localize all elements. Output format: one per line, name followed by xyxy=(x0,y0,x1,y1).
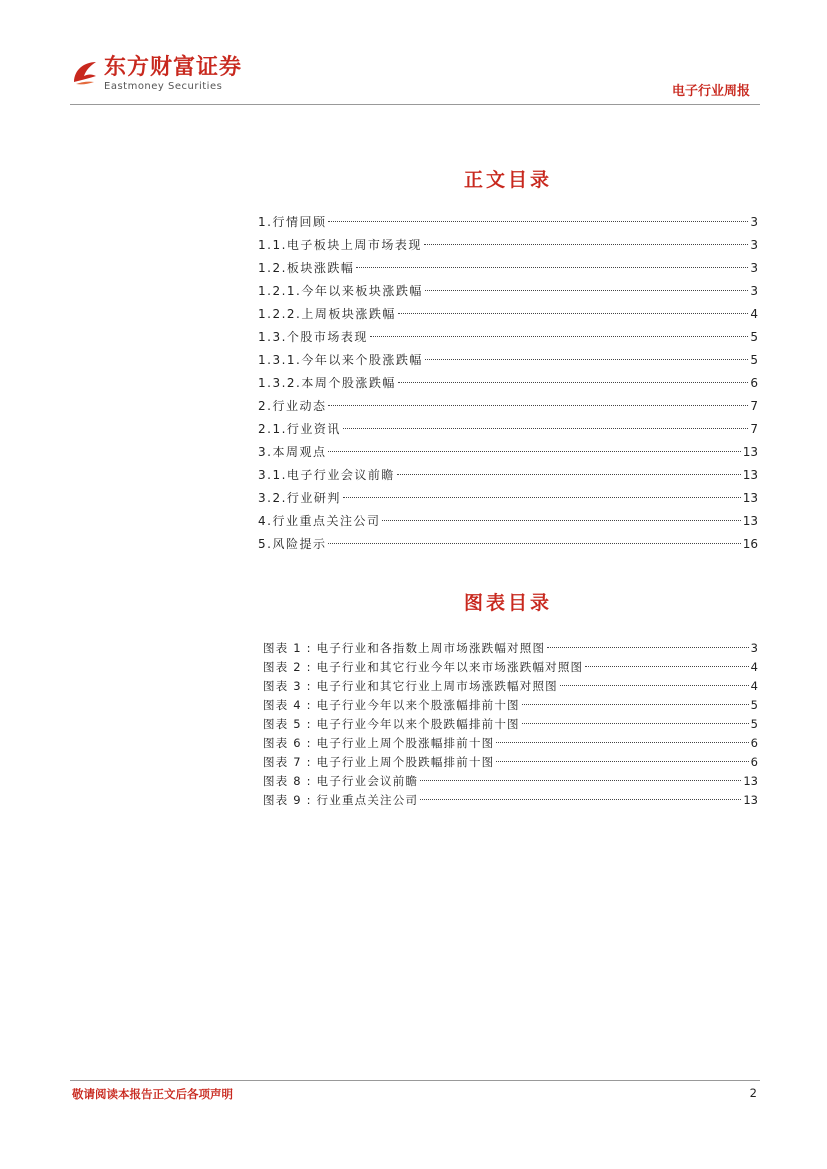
leader-dots xyxy=(328,221,748,222)
toc-entry-page: 13 xyxy=(742,491,758,505)
toc-entry[interactable] xyxy=(258,533,758,556)
figure-entry-label: 图表 4 : 电子行业今年以来个股涨幅排前十图 xyxy=(263,698,520,712)
logo-chinese-name: 东方财富证券 xyxy=(104,55,243,80)
toc-entry[interactable] xyxy=(258,464,758,487)
toc-entry-page: 5 xyxy=(750,353,758,367)
leader-dots xyxy=(397,474,741,475)
figure-entry[interactable] xyxy=(263,734,758,753)
leader-dots xyxy=(398,313,749,314)
toc-entry-page: 13 xyxy=(742,468,758,482)
leader-dots xyxy=(522,723,749,724)
toc-entry-label: 1.1.电子板块上周市场表现 xyxy=(258,238,422,252)
figure-entry[interactable] xyxy=(263,772,758,791)
toc-entry[interactable] xyxy=(258,280,758,303)
figure-entry-label: 图表 8 : 电子行业会议前瞻 xyxy=(263,774,419,788)
figure-entry-page: 6 xyxy=(750,755,758,769)
footer-divider xyxy=(70,1080,760,1081)
figure-entry[interactable] xyxy=(263,753,758,772)
toc-entry[interactable] xyxy=(258,349,758,372)
toc-entry-label: 2.行业动态 xyxy=(258,399,327,413)
figure-entry-page: 4 xyxy=(750,679,758,693)
toc-entry-label: 3.2.行业研判 xyxy=(258,491,341,505)
header-divider xyxy=(70,104,760,105)
figure-entry[interactable] xyxy=(263,715,758,734)
leader-dots xyxy=(343,497,741,498)
figure-entry[interactable] xyxy=(263,696,758,715)
figure-entry-page: 13 xyxy=(743,793,758,807)
toc-entry-label: 1.2.1.今年以来板块涨跌幅 xyxy=(258,284,423,298)
leader-dots xyxy=(343,428,748,429)
figure-entry[interactable] xyxy=(263,677,758,696)
toc-entry[interactable] xyxy=(258,510,758,533)
toc-entry[interactable] xyxy=(258,487,758,510)
toc-entry-page: 6 xyxy=(750,376,758,390)
toc-entry-label: 1.行情回顾 xyxy=(258,215,327,229)
figure-entry[interactable] xyxy=(263,658,758,677)
toc-entry-label: 1.3.1.今年以来个股涨跌幅 xyxy=(258,353,423,367)
leader-dots xyxy=(496,761,748,762)
toc-entry[interactable] xyxy=(258,303,758,326)
figures-title: 图表目录 xyxy=(463,592,552,614)
toc-entry-page: 3 xyxy=(750,284,758,298)
toc-entry-label: 4.行业重点关注公司 xyxy=(258,514,381,528)
toc-entry[interactable] xyxy=(258,372,758,395)
leader-dots xyxy=(425,359,749,360)
toc-entry[interactable] xyxy=(258,395,758,418)
figure-entry[interactable] xyxy=(263,639,758,658)
leader-dots xyxy=(585,666,748,667)
toc-entry-label: 1.3.个股市场表现 xyxy=(258,330,368,344)
leader-dots xyxy=(398,382,749,383)
figure-entry-label: 图表 3 : 电子行业和其它行业上周市场涨跌幅对照图 xyxy=(263,679,558,693)
figure-entry-page: 13 xyxy=(743,774,758,788)
toc-entry-label: 1.2.板块涨跌幅 xyxy=(258,261,355,275)
figure-entry-page: 4 xyxy=(750,660,758,674)
figure-entry-label: 图表 7 : 电子行业上周个股跌幅排前十图 xyxy=(263,755,495,769)
figure-entry-page: 6 xyxy=(750,736,758,750)
toc-list xyxy=(258,211,758,556)
footer-disclaimer: 敬请阅读本报告正文后各项声明 xyxy=(72,1087,233,1101)
figure-entry-label: 图表 1 : 电子行业和各指数上周市场涨跌幅对照图 xyxy=(263,641,546,655)
toc-entry-label: 1.3.2.本周个股涨跌幅 xyxy=(258,376,396,390)
figure-entry-label: 图表 9 : 行业重点关注公司 xyxy=(263,793,419,807)
toc-entry-page: 3 xyxy=(750,215,758,229)
leader-dots xyxy=(328,405,748,406)
toc-entry[interactable] xyxy=(258,257,758,280)
leader-dots xyxy=(560,685,749,686)
figure-entry-label: 图表 5 : 电子行业今年以来个股跌幅排前十图 xyxy=(263,717,520,731)
leader-dots xyxy=(420,780,741,781)
toc-entry[interactable] xyxy=(258,234,758,257)
leader-dots xyxy=(425,290,749,291)
toc-entry[interactable] xyxy=(258,326,758,349)
toc-entry-page: 16 xyxy=(742,537,758,551)
toc-entry-page: 7 xyxy=(750,422,758,436)
toc-title: 正文目录 xyxy=(463,169,552,191)
toc-entry-label: 2.1.行业资讯 xyxy=(258,422,341,436)
leader-dots xyxy=(522,704,749,705)
figure-entry[interactable] xyxy=(263,791,758,810)
toc-entry[interactable] xyxy=(258,418,758,441)
leader-dots xyxy=(424,244,748,245)
figure-entry-page: 5 xyxy=(750,717,758,731)
figures-list xyxy=(263,639,758,810)
toc-entry-page: 4 xyxy=(750,307,758,321)
toc-entry-page: 3 xyxy=(750,261,758,275)
company-logo xyxy=(70,56,242,93)
toc-entry-label: 1.2.2.上周板块涨跌幅 xyxy=(258,307,396,321)
leader-dots xyxy=(382,520,740,521)
figure-entry-label: 图表 2 : 电子行业和其它行业今年以来市场涨跌幅对照图 xyxy=(263,660,584,674)
toc-entry[interactable] xyxy=(258,211,758,234)
leader-dots xyxy=(547,647,749,648)
leader-dots xyxy=(420,799,741,800)
leader-dots xyxy=(370,336,748,337)
eastmoney-logo-icon xyxy=(70,58,100,88)
toc-entry-label: 5.风险提示 xyxy=(258,537,327,551)
page-header xyxy=(70,50,760,100)
logo-english-name: Eastmoney Securities xyxy=(104,81,223,92)
toc-entry[interactable] xyxy=(258,441,758,464)
leader-dots xyxy=(328,543,740,544)
figure-entry-page: 3 xyxy=(750,641,758,655)
toc-entry-page: 13 xyxy=(742,445,758,459)
toc-entry-page: 3 xyxy=(750,238,758,252)
toc-entry-label: 3.本周观点 xyxy=(258,445,327,459)
toc-entry-page: 5 xyxy=(750,330,758,344)
toc-entry-page: 13 xyxy=(742,514,758,528)
toc-entry-label: 3.1.电子行业会议前瞻 xyxy=(258,468,395,482)
page-number: 2 xyxy=(749,1086,757,1100)
figure-entry-page: 5 xyxy=(750,698,758,712)
leader-dots xyxy=(496,742,748,743)
leader-dots xyxy=(328,451,740,452)
report-type-label: 电子行业周报 xyxy=(671,84,750,99)
leader-dots xyxy=(356,267,748,268)
toc-entry-page: 7 xyxy=(750,399,758,413)
figure-entry-label: 图表 6 : 电子行业上周个股涨幅排前十图 xyxy=(263,736,495,750)
